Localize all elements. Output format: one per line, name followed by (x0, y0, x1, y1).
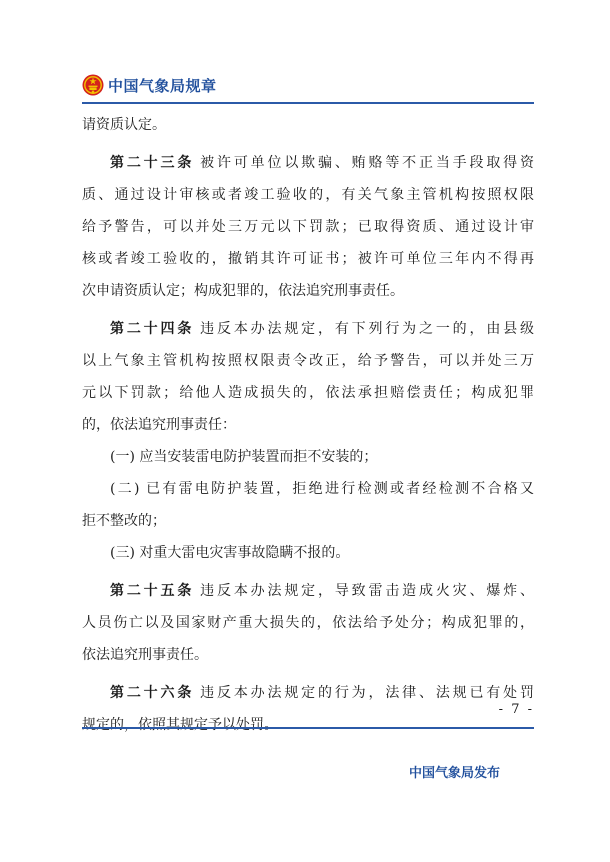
article-25-number: 第二十五条 (110, 583, 195, 599)
publisher-label: 中国气象局发布 (408, 766, 500, 781)
text-line: 次申请资质认定；构成犯罪的，依法追究刑事责任。 (82, 283, 404, 299)
text-line: 拒不整改的； (82, 513, 166, 529)
list-item: (三) 对重大雷电灾害事故隐瞒不报的。 (110, 545, 350, 561)
page-number: - 7 - (498, 702, 534, 717)
list-item: (一) 应当安装雷电防护装置而拒不安装的； (110, 449, 378, 465)
text-line: 的，依法追究刑事责任： (82, 417, 236, 433)
national-emblem-icon (82, 73, 104, 97)
document-body (82, 109, 534, 741)
national-emblem-graphic (82, 73, 104, 97)
article-23-line (82, 147, 534, 179)
text-line: 违反本办法规定的行为，法律、法规已有处罚 (200, 685, 534, 701)
header-title: 中国气象局规章 (108, 77, 217, 95)
text-line: 核或者竣工验收的，撤销其许可证书；被许可单位三年内不得再 (82, 251, 534, 267)
text-line: 违反本办法规定，导致雷击造成火灾、爆炸、 (200, 583, 534, 599)
article-24-line (82, 313, 534, 345)
article-24-number: 第二十四条 (110, 321, 195, 337)
text-line: 规定的，依照其规定予以处罚。 (82, 717, 278, 733)
list-item: (二) 已有雷电防护装置，拒绝进行检测或者经检测不合格又 (110, 481, 534, 497)
text-line: 元以下罚款；给他人造成损失的，依法承担赔偿责任；构成犯罪 (82, 385, 534, 401)
text-line: 依法追究刑事责任。 (82, 647, 208, 663)
text-line: 给予警告，可以并处三万元以下罚款；已取得资质、通过设计审 (82, 219, 534, 235)
text-line: 请资质认定。 (82, 117, 166, 133)
text-line: 人员伤亡以及国家财产重大损失的，依法给予处分；构成犯罪的， (82, 615, 534, 631)
article-26-line (82, 677, 534, 709)
text-line: 以上气象主管机构按照权限责令改正，给予警告，可以并处三万 (82, 353, 534, 369)
text-line: 违反本办法规定，有下列行为之一的，由县级 (200, 321, 534, 337)
text-line: 被许可单位以欺骗、贿赂等不正当手段取得资 (200, 155, 534, 171)
footer-divider (82, 727, 534, 729)
header-divider (82, 102, 534, 104)
page-header (82, 72, 534, 102)
article-23-number: 第二十三条 (110, 155, 195, 171)
article-25-line (82, 575, 534, 607)
text-line: 质、通过设计审核或者竣工验收的，有关气象主管机构按照权限 (82, 187, 534, 203)
article-26-number: 第二十六条 (110, 685, 195, 701)
